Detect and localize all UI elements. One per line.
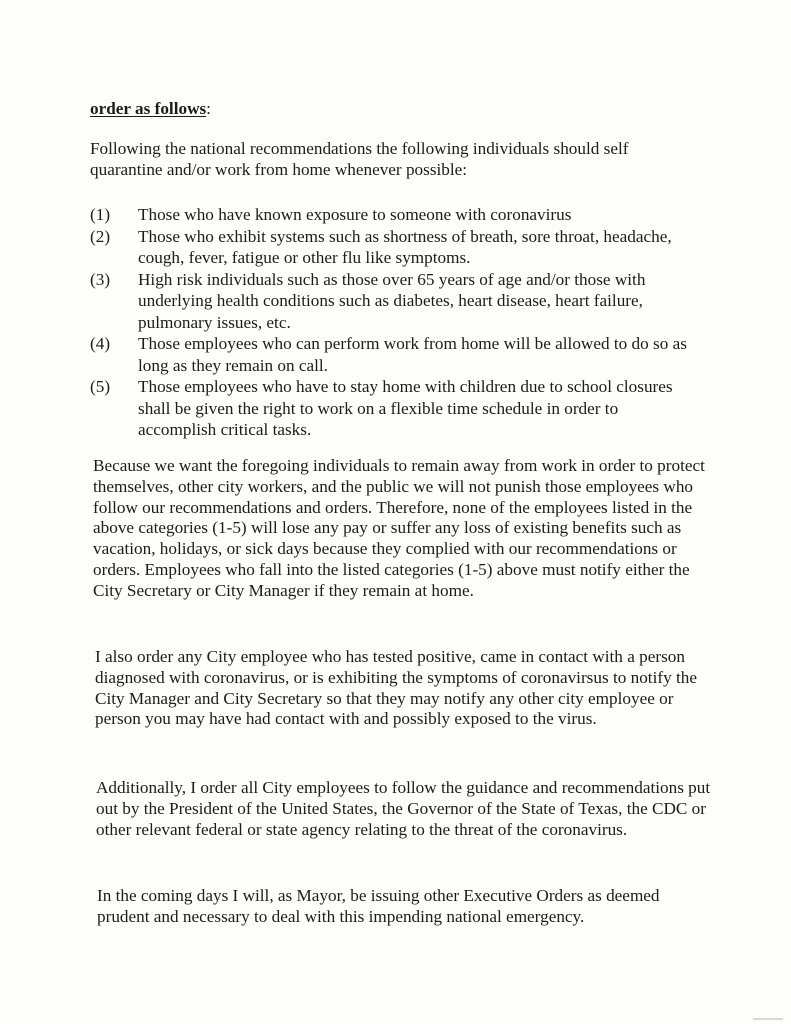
section-heading-colon: : (206, 99, 211, 118)
list-item-text: Those who exhibit systems such as shortness of breath, sore throat, headache, cough, fever, fatigue or other flu like symptoms. (138, 226, 672, 267)
list-item (90, 376, 700, 441)
quarantine-criteria-list (90, 204, 700, 441)
guidance-order-paragraph: Additionally, I order all City employees to follow the guidance and recommendations put out by the President of the United States, the Governor of the State of Texas, the CDC or other relevant federal or state agency relating to the threat of the coronavirus. (96, 778, 711, 839)
list-item-number: (2) (90, 226, 111, 246)
list-item-number: (1) (90, 205, 111, 224)
no-penalty-paragraph: Because we want the foregoing individuals to remain away from work in order to protect themselves, other city workers, and the public we will not punish those employees who follow our recommendations and orders. Therefore, none of the employees listed in the above categories (1-5) will lose any pay or suffer any loss of existing benefits such as vacation, holidays, or sick days because they complied with our recommendations or orders. Employees who fall into the listed categories (1-5) above must notify either the City Secretary or City Manager if they remain at home. (93, 456, 705, 600)
list-item-text: Those employees who can perform work from home will be allowed to do so as long as they remain on call. (138, 334, 687, 375)
scan-artifact (753, 1018, 783, 1020)
list-item-number: (5) (90, 377, 111, 396)
list-item (90, 269, 700, 334)
list-item-text: Those who have known exposure to someone with coronavirus (138, 205, 572, 224)
section-heading-underlined: order as follows (90, 99, 207, 118)
list-item-text: High risk individuals such as those over 65 years of age and/or those with underlying health conditions such as diabetes, heart disease, heart failure, pulmonary issues, etc. (138, 269, 646, 332)
section-heading (90, 98, 211, 120)
list-item-number: (3) (90, 269, 111, 289)
list-item (90, 333, 700, 376)
notification-order-paragraph: I also order any City employee who has tested positive, came in contact with a person diagnosed with coronavirus, or is exhibiting the symptoms of coronavirsus to notify the City Manager and City Secretary so that they may notify any other city employee or person you may have had contact with and possibly exposed to the virus. (95, 647, 697, 729)
closing-paragraph: In the coming days I will, as Mayor, be issuing other Executive Orders as deemed prudent and necessary to deal with this impending national emergency. (97, 886, 660, 926)
list-item-text: Those employees who have to stay home with children due to school closures shall be given the right to work on a flexible time schedule in order to accomplish critical tasks. (138, 377, 673, 439)
intro-paragraph: Following the national recommendations the following individuals should self quarantine and/or work from home whenever possible: (90, 139, 629, 179)
list-item (90, 226, 700, 269)
list-item-number: (4) (90, 334, 111, 353)
list-item (90, 204, 700, 226)
